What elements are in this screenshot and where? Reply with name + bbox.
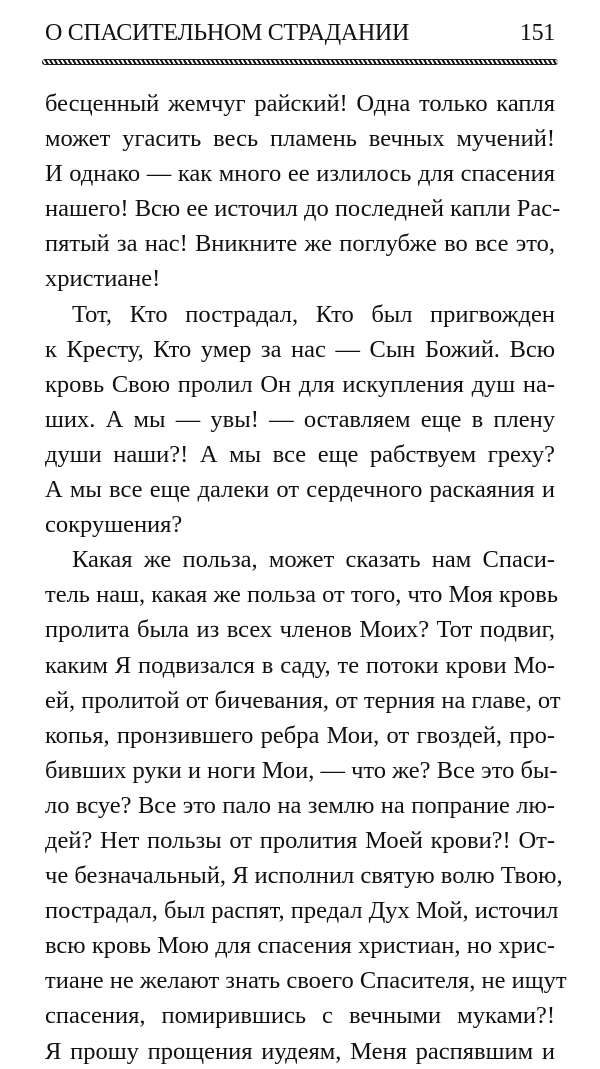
text-line: дей? Нет пользы от пролития Моей крови?! От- xyxy=(45,826,555,854)
text-line: христиане! xyxy=(45,265,161,293)
decorative-rope-rule xyxy=(42,59,558,65)
text-line: к Кресту, Кто умер за нас — Сын Божий. Всю xyxy=(45,335,555,363)
text-line: бивших руки и ноги Мои, — что же? Все это бы- xyxy=(45,756,558,784)
running-head xyxy=(45,20,555,54)
text-line: Я прошу прощения иудеям, Меня распявшим и xyxy=(45,1037,555,1065)
text-line: тиане не желают знать своего Спасителя, не ищут xyxy=(45,967,567,995)
text-line: бесценный жемчуг райский! Одна только капля xyxy=(45,90,555,117)
text-line: ших. А мы — увы! — оставляем еще в плену xyxy=(45,405,555,433)
text-line: души наши?! А мы все еще рабствуем греху? xyxy=(45,440,555,468)
text-line: копья, пронзившего ребра Мои, от гвоздей, про- xyxy=(45,721,555,749)
text-line: тель наш, какая же польза от того, что Моя кровь xyxy=(45,581,559,609)
text-line: нашего! Всю ее источил до последней капли Рас- xyxy=(45,195,561,223)
text-line: пролита была из всех членов Моих? Тот подвиг, xyxy=(45,616,555,644)
text-line: Тот, Кто пострадал, Кто был пригвожден xyxy=(72,300,555,328)
page-number: 151 xyxy=(519,20,555,46)
text-line: сокрушения? xyxy=(45,511,183,539)
text-line: пятый за нас! Вникните же поглубже во все это, xyxy=(45,230,555,258)
text-line: всю кровь Мою для спасения христиан, но хрис- xyxy=(45,932,555,960)
text-line: каким Я подвизался в саду, те потоки крови Мо- xyxy=(45,651,555,679)
text-line: че безначальный, Я исполнил святую волю Твою, xyxy=(45,862,563,890)
text-line: спасения, помирившись с вечными муками?! xyxy=(45,1002,555,1030)
text-line: ло всуе? Все это пало на землю на попрание лю- xyxy=(45,791,555,819)
text-line: кровь Свою пролил Он для искупления душ на- xyxy=(45,370,555,398)
running-title: О СПАСИТЕЛЬНОМ СТРАДАНИИ xyxy=(45,20,409,46)
text-line: И однако — как много ее излилось для спасения xyxy=(45,160,555,188)
body-text xyxy=(45,86,567,1069)
text-line: пострадал, был распят, предал Дух Мой, источил xyxy=(45,897,559,925)
text-line: ей, пролитой от бичевания, от терния на главе, от xyxy=(45,686,561,714)
text-line: Какая же польза, может сказать нам Спаси- xyxy=(72,546,555,574)
text-line: может угасить весь пламень вечных мучений! xyxy=(45,125,555,153)
text-line: А мы все еще далеки от сердечного раскаяния и xyxy=(45,476,555,504)
